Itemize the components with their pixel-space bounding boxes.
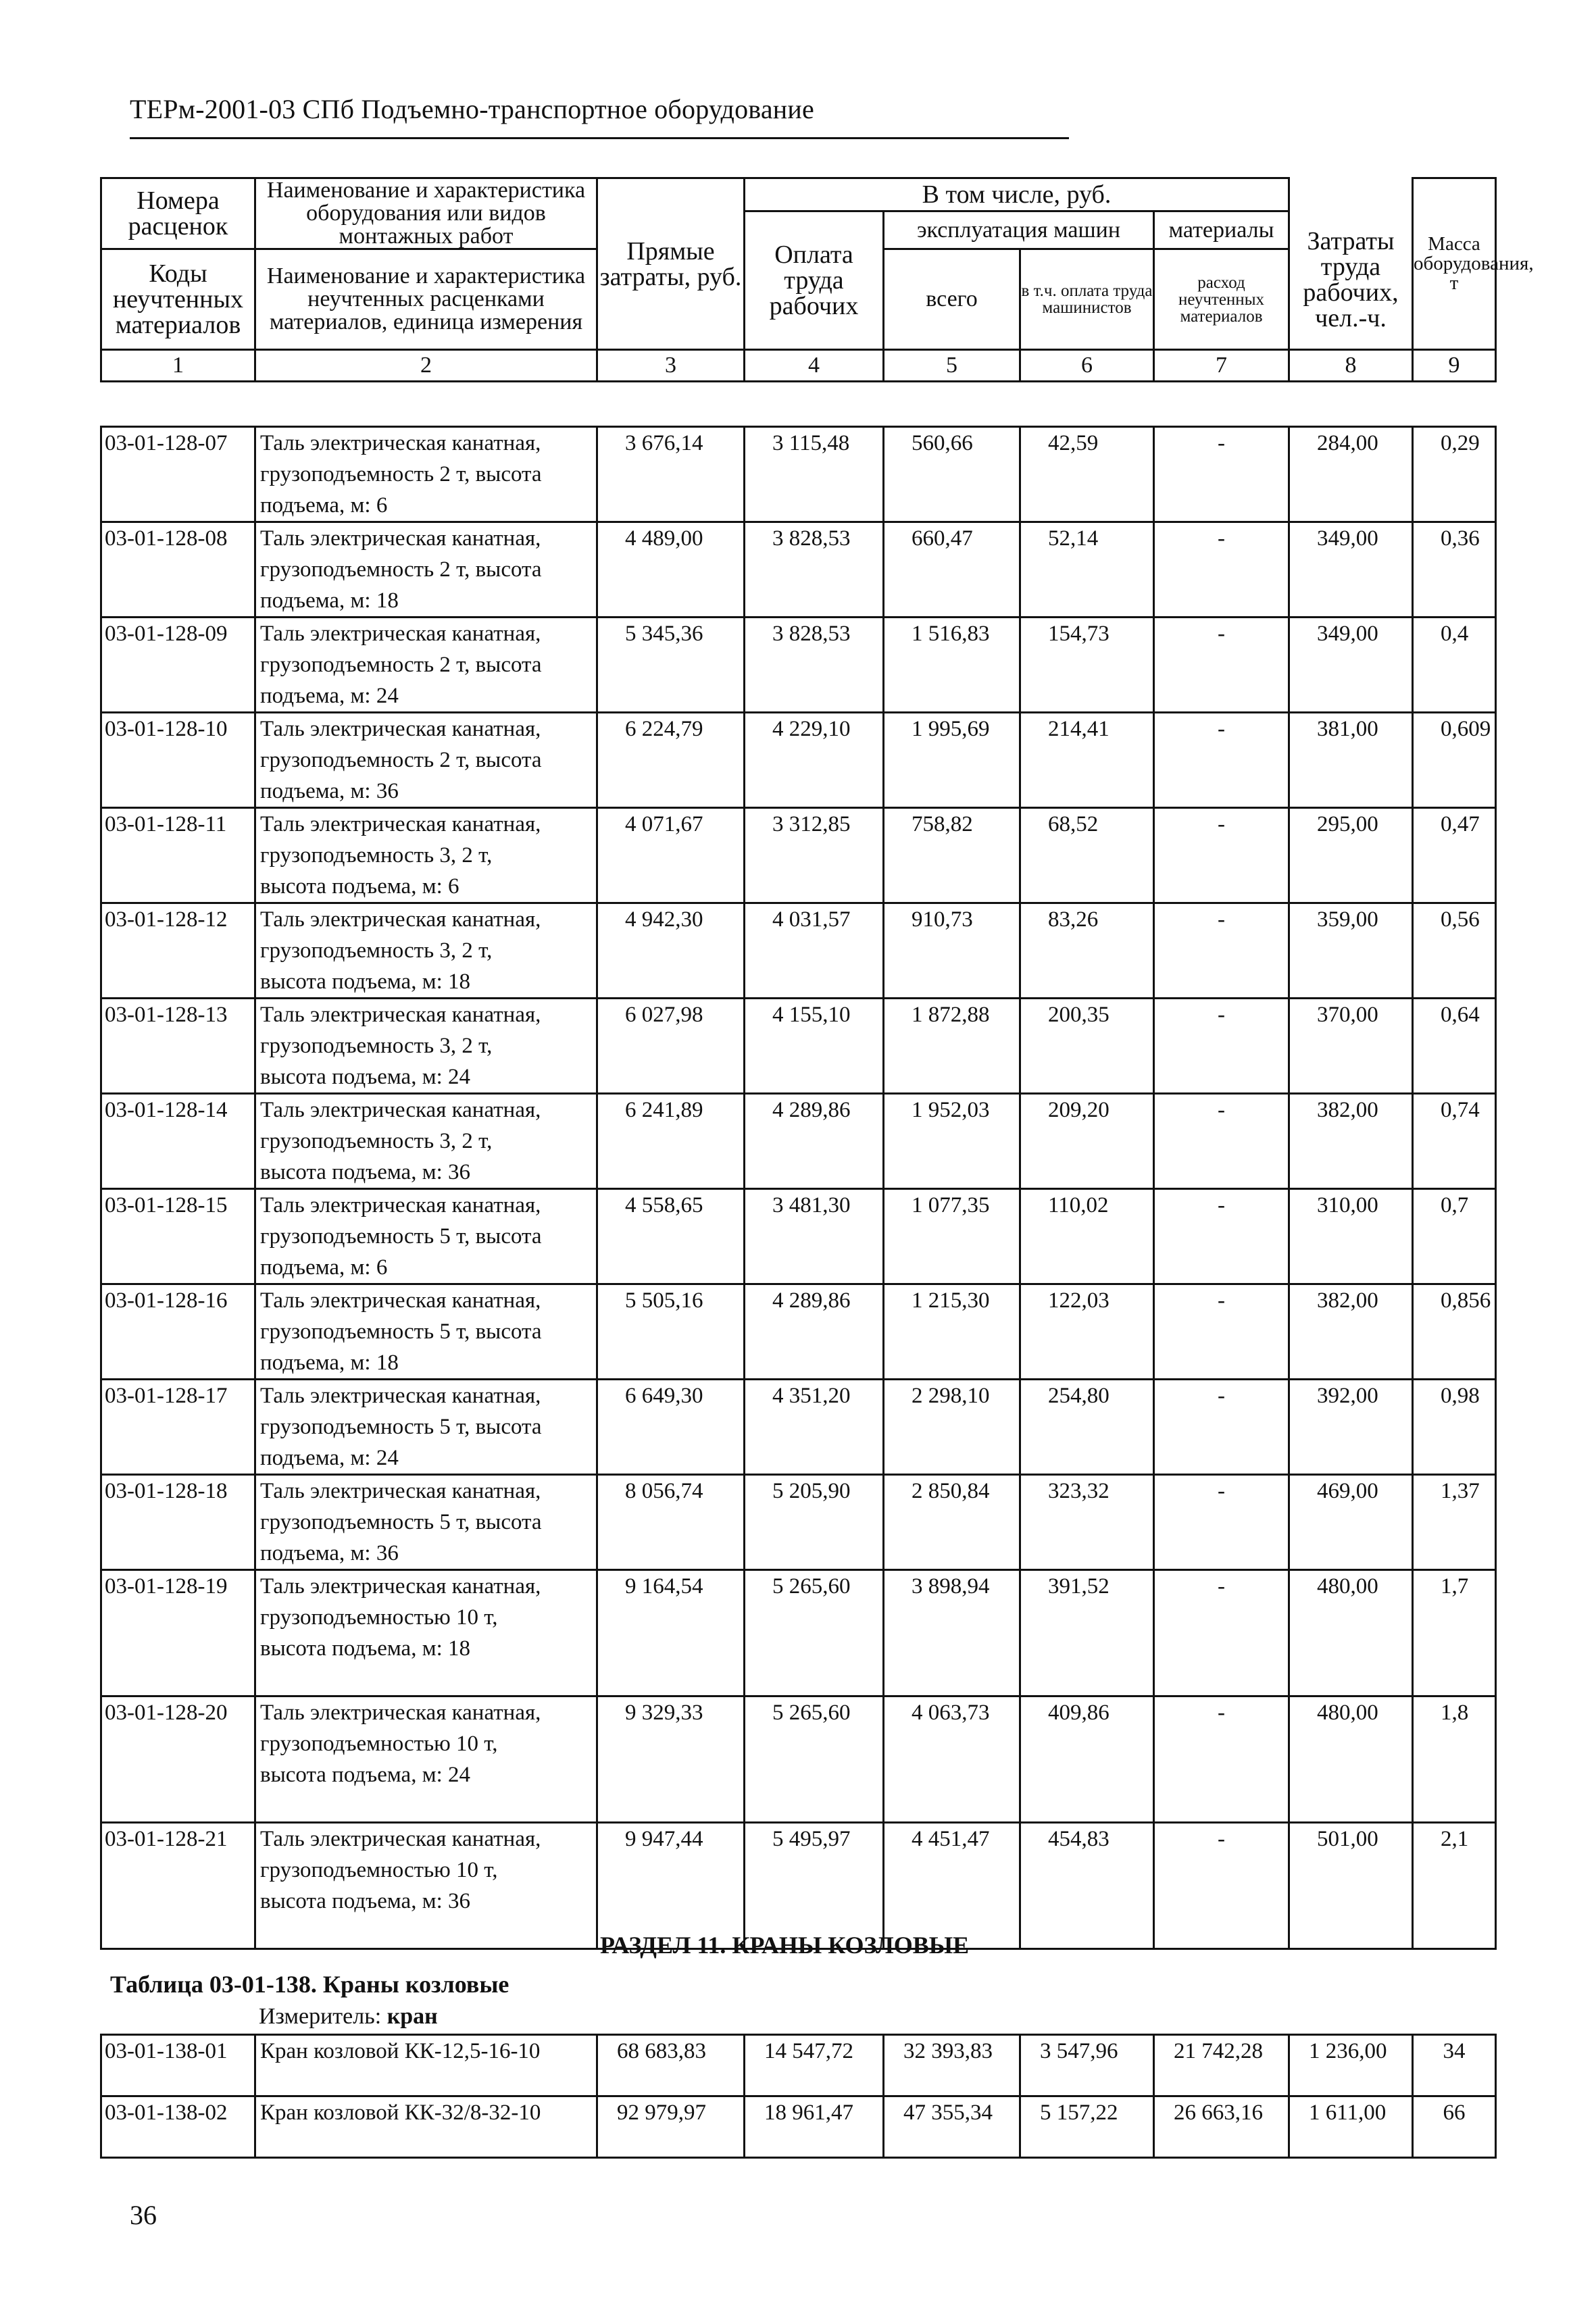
rate-name	[255, 1823, 597, 1949]
rate-mass: 0,4	[1413, 618, 1496, 713]
rate-materials: -	[1154, 1380, 1289, 1475]
rate-materials: -	[1154, 1823, 1289, 1949]
rate-labor: 392,00	[1289, 1380, 1413, 1475]
rate-name	[255, 1284, 597, 1380]
rate-machines: 1 516,83	[884, 618, 1020, 713]
rate-name-line: подъема, м: 24	[260, 684, 399, 708]
rate-code: 03-01-128-11	[101, 808, 255, 903]
crane-mass: 34	[1413, 2035, 1496, 2096]
table-row	[101, 522, 1496, 618]
col-number: 4	[745, 350, 884, 382]
rate-name-line: Таль электрическая канатная,	[260, 907, 541, 932]
rate-name-line: подъема, м: 18	[260, 1351, 399, 1375]
rate-machines: 660,47	[884, 522, 1020, 618]
rate-wages: 3 828,53	[745, 618, 884, 713]
rate-operators: 254,80	[1020, 1380, 1154, 1475]
rate-name	[255, 1696, 597, 1823]
rate-name-line: Таль электрическая канатная,	[260, 1003, 541, 1027]
rate-direct: 4 942,30	[597, 903, 745, 999]
rate-mass: 0,64	[1413, 999, 1496, 1094]
rate-machines: 560,66	[884, 427, 1020, 522]
rate-direct: 9 164,54	[597, 1570, 745, 1696]
col-header-unaccounted-consumption: расход неучтенных материалов	[1154, 249, 1289, 350]
title-rule	[130, 137, 1069, 139]
rate-wages: 4 031,57	[745, 903, 884, 999]
rate-code: 03-01-128-12	[101, 903, 255, 999]
rate-code: 03-01-128-10	[101, 713, 255, 808]
rate-name	[255, 713, 597, 808]
col-number: 8	[1289, 350, 1413, 382]
rate-name	[255, 427, 597, 522]
rate-operators: 110,02	[1020, 1189, 1154, 1284]
rate-name	[255, 999, 597, 1094]
rate-code: 03-01-128-18	[101, 1475, 255, 1570]
rate-direct: 9 329,33	[597, 1696, 745, 1823]
col-number: 5	[884, 350, 1020, 382]
document-title: ТЕРм-2001-03 СПб Подъемно-транспортное оборудование	[130, 94, 814, 124]
rate-name-line: высота подъема, м: 36	[260, 1889, 471, 1913]
rate-operators: 122,03	[1020, 1284, 1154, 1380]
table-row	[101, 808, 1496, 903]
col-header-group: В том числе, руб.	[745, 178, 1289, 211]
rate-code: 03-01-128-09	[101, 618, 255, 713]
rate-wages: 4 289,86	[745, 1284, 884, 1380]
col-number: 3	[597, 350, 745, 382]
rate-code: 03-01-128-21	[101, 1823, 255, 1949]
rate-labor: 469,00	[1289, 1475, 1413, 1570]
rate-machines: 1 952,03	[884, 1094, 1020, 1189]
rate-mass: 0,7	[1413, 1189, 1496, 1284]
col-header-labor: Затраты труда рабочих, чел.-ч.	[1289, 211, 1413, 350]
rate-name	[255, 1380, 597, 1475]
rate-mass: 1,8	[1413, 1696, 1496, 1823]
rate-name	[255, 903, 597, 999]
rate-labor: 381,00	[1289, 713, 1413, 808]
rate-mass: 0,29	[1413, 427, 1496, 522]
crane-machines: 32 393,83	[884, 2035, 1020, 2096]
rate-name-line: грузоподъемность 2 т, высота	[260, 748, 542, 772]
table-row	[101, 1094, 1496, 1189]
rate-wages: 4 155,10	[745, 999, 884, 1094]
crane-materials: 21 742,28	[1154, 2035, 1289, 2096]
rate-wages: 4 229,10	[745, 713, 884, 808]
col-header-name: Наименование и характеристика оборудования или видов монтажных работ	[255, 178, 597, 249]
table-row	[101, 1696, 1496, 1823]
rate-operators: 391,52	[1020, 1570, 1154, 1696]
rate-wages: 3 481,30	[745, 1189, 884, 1284]
rate-operators: 209,20	[1020, 1094, 1154, 1189]
rate-name-line: Таль электрическая канатная,	[260, 1193, 541, 1217]
rate-machines: 2 850,84	[884, 1475, 1020, 1570]
rate-code: 03-01-128-08	[101, 522, 255, 618]
rate-code: 03-01-128-13	[101, 999, 255, 1094]
rate-machines: 3 898,94	[884, 1570, 1020, 1696]
crane-wages: 14 547,72	[745, 2035, 884, 2096]
table-row	[101, 1189, 1496, 1284]
rate-machines: 1 995,69	[884, 713, 1020, 808]
rate-name-line: подъема, м: 6	[260, 1255, 388, 1280]
rate-name-line: Таль электрическая канатная,	[260, 1288, 541, 1313]
col-header-unaccounted-codes: Коды неучтенных материалов	[101, 249, 255, 350]
rate-materials: -	[1154, 1284, 1289, 1380]
rate-name	[255, 808, 597, 903]
rate-operators: 200,35	[1020, 999, 1154, 1094]
rate-name-line: грузоподъемностью 10 т,	[260, 1605, 498, 1630]
rate-wages: 5 265,60	[745, 1696, 884, 1823]
table-row	[101, 1570, 1496, 1696]
rate-direct: 9 947,44	[597, 1823, 745, 1949]
rate-name-line: подъема, м: 24	[260, 1446, 399, 1470]
rate-name-line: высота подъема, м: 24	[260, 1763, 471, 1787]
rate-materials: -	[1154, 522, 1289, 618]
rate-materials: -	[1154, 1189, 1289, 1284]
rate-machines: 758,82	[884, 808, 1020, 903]
rate-labor: 382,00	[1289, 1094, 1413, 1189]
rate-name	[255, 522, 597, 618]
rate-direct: 3 676,14	[597, 427, 745, 522]
col-header-materials: материалы	[1154, 211, 1289, 249]
unit-label	[259, 2004, 438, 2030]
rate-name	[255, 1475, 597, 1570]
rate-mass: 0,56	[1413, 903, 1496, 999]
rate-name-line: подъема, м: 36	[260, 779, 399, 803]
section-title: РАЗДЕЛ 11. КРАНЫ КОЗЛОВЫЕ	[600, 1932, 970, 1959]
rate-name-line: подъема, м: 18	[260, 588, 399, 613]
rate-operators: 323,32	[1020, 1475, 1154, 1570]
rate-name-line: Таль электрическая канатная,	[260, 431, 541, 455]
rate-name-line: грузоподъемность 2 т, высота	[260, 462, 542, 486]
col-header-unaccounted-materials: Наименование и характеристика неучтенных расценками материалов, единица измерения	[255, 249, 597, 350]
col-header-operators-wages: в т.ч. оплата труда машинистов	[1020, 249, 1154, 350]
rate-name-line: Таль электрическая канатная,	[260, 1098, 541, 1122]
cranes-table	[100, 2034, 1497, 2159]
rate-operators: 68,52	[1020, 808, 1154, 903]
crane-materials: 26 663,16	[1154, 2096, 1289, 2158]
rate-machines: 2 298,10	[884, 1380, 1020, 1475]
rate-direct: 6 241,89	[597, 1094, 745, 1189]
rate-materials: -	[1154, 999, 1289, 1094]
rate-labor: 284,00	[1289, 427, 1413, 522]
rate-machines: 1 077,35	[884, 1189, 1020, 1284]
rate-direct: 4 071,67	[597, 808, 745, 903]
rates-table	[100, 426, 1497, 1950]
rate-name	[255, 1189, 597, 1284]
rate-materials: -	[1154, 1696, 1289, 1823]
rate-name-line: Таль электрическая канатная,	[260, 812, 541, 836]
crane-operators: 3 547,96	[1020, 2035, 1154, 2096]
rate-operators: 409,86	[1020, 1696, 1154, 1823]
rate-name-line: грузоподъемность 3, 2 т,	[260, 938, 493, 963]
rate-machines: 4 451,47	[884, 1823, 1020, 1949]
rate-name-line: Таль электрическая канатная,	[260, 622, 541, 646]
rate-labor: 480,00	[1289, 1570, 1413, 1696]
rate-code: 03-01-128-20	[101, 1696, 255, 1823]
crane-wages: 18 961,47	[745, 2096, 884, 2158]
rate-labor: 480,00	[1289, 1696, 1413, 1823]
rate-machines: 1 872,88	[884, 999, 1020, 1094]
crane-direct: 92 979,97	[597, 2096, 745, 2158]
rate-mass: 0,98	[1413, 1380, 1496, 1475]
rate-wages: 3 828,53	[745, 522, 884, 618]
rate-name-line: грузоподъемность 3, 2 т,	[260, 1129, 493, 1153]
crane-machines: 47 355,34	[884, 2096, 1020, 2158]
crane-labor: 1 611,00	[1289, 2096, 1413, 2158]
table-row	[101, 427, 1496, 522]
crane-name: Кран козловой КК-12,5-16-10	[255, 2035, 597, 2096]
table-row	[101, 1823, 1496, 1949]
rate-mass: 0,47	[1413, 808, 1496, 903]
rate-name-line: грузоподъемность 5 т, высота	[260, 1415, 542, 1439]
rate-name-line: Таль электрическая канатная,	[260, 1701, 541, 1725]
rate-name-line: высота подъема, м: 18	[260, 970, 471, 994]
page-number: 36	[130, 2200, 157, 2230]
rate-labor: 310,00	[1289, 1189, 1413, 1284]
col-header-direct-costs: Прямые затраты, руб.	[597, 178, 745, 350]
rate-code: 03-01-128-14	[101, 1094, 255, 1189]
rate-name-line: грузоподъемностью 10 т,	[260, 1732, 498, 1756]
rate-direct: 8 056,74	[597, 1475, 745, 1570]
table-row	[101, 1475, 1496, 1570]
unit-label-text: Измеритель:	[259, 2004, 382, 2029]
rate-wages: 5 495,97	[745, 1823, 884, 1949]
rate-name-line: высота подъема, м: 36	[260, 1160, 471, 1184]
rate-materials: -	[1154, 1570, 1289, 1696]
rate-mass: 2,1	[1413, 1823, 1496, 1949]
unit-value: кран	[386, 2004, 438, 2029]
rate-labor: 295,00	[1289, 808, 1413, 903]
crane-code: 03-01-138-01	[101, 2035, 255, 2096]
rate-wages: 4 289,86	[745, 1094, 884, 1189]
rate-labor: 349,00	[1289, 522, 1413, 618]
table-row	[101, 903, 1496, 999]
crane-labor: 1 236,00	[1289, 2035, 1413, 2096]
rate-name-line: грузоподъемность 5 т, высота	[260, 1224, 542, 1249]
rate-name-line: высота подъема, м: 6	[260, 874, 459, 899]
rate-materials: -	[1154, 618, 1289, 713]
rate-direct: 4 489,00	[597, 522, 745, 618]
table-row	[101, 1284, 1496, 1380]
rate-direct: 6 224,79	[597, 713, 745, 808]
rate-labor: 349,00	[1289, 618, 1413, 713]
rate-code: 03-01-128-17	[101, 1380, 255, 1475]
table-row	[101, 1380, 1496, 1475]
rate-materials: -	[1154, 808, 1289, 903]
rate-name-line: высота подъема, м: 18	[260, 1636, 471, 1661]
rate-machines: 4 063,73	[884, 1696, 1020, 1823]
rate-name-line: Таль электрическая канатная,	[260, 1574, 541, 1599]
table-row	[101, 713, 1496, 808]
rate-mass: 1,37	[1413, 1475, 1496, 1570]
col-header-wages: Оплата труда рабочих	[745, 211, 884, 350]
rate-mass: 0,609	[1413, 713, 1496, 808]
rate-materials: -	[1154, 1094, 1289, 1189]
rate-name-line: Таль электрическая канатная,	[260, 1479, 541, 1503]
rate-direct: 6 027,98	[597, 999, 745, 1094]
rate-mass: 0,36	[1413, 522, 1496, 618]
crane-name: Кран козловой КК-32/8-32-10	[255, 2096, 597, 2158]
rate-machines: 910,73	[884, 903, 1020, 999]
rate-direct: 5 345,36	[597, 618, 745, 713]
rate-name-line: грузоподъемность 3, 2 т,	[260, 1034, 493, 1058]
rate-materials: -	[1154, 427, 1289, 522]
rate-direct: 6 649,30	[597, 1380, 745, 1475]
rate-wages: 5 265,60	[745, 1570, 884, 1696]
rate-direct: 4 558,65	[597, 1189, 745, 1284]
rate-name	[255, 1570, 597, 1696]
rate-name-line: высота подъема, м: 24	[260, 1065, 471, 1089]
rate-name-line: грузоподъемность 2 т, высота	[260, 653, 542, 677]
rate-operators: 52,14	[1020, 522, 1154, 618]
table-caption: Таблица 03-01-138. Краны козловые	[110, 1971, 509, 1998]
rate-direct: 5 505,16	[597, 1284, 745, 1380]
rate-name-line: Таль электрическая канатная,	[260, 526, 541, 551]
rate-name-line: грузоподъемность 2 т, высота	[260, 557, 542, 582]
crane-mass: 66	[1413, 2096, 1496, 2158]
col-number: 1	[101, 350, 255, 382]
col-header-mass: Масса оборудования, т	[1413, 178, 1496, 350]
rate-name	[255, 618, 597, 713]
rate-materials: -	[1154, 713, 1289, 808]
col-number: 9	[1413, 350, 1496, 382]
rate-materials: -	[1154, 903, 1289, 999]
rate-operators: 214,41	[1020, 713, 1154, 808]
rate-name-line: подъема, м: 36	[260, 1541, 399, 1565]
table-row	[101, 618, 1496, 713]
rate-wages: 5 205,90	[745, 1475, 884, 1570]
rate-name-line: Таль электрическая канатная,	[260, 717, 541, 741]
rate-name-line: грузоподъемность 3, 2 т,	[260, 843, 493, 867]
col-number: 6	[1020, 350, 1154, 382]
crane-direct: 68 683,83	[597, 2035, 745, 2096]
rate-operators: 154,73	[1020, 618, 1154, 713]
rate-name	[255, 1094, 597, 1189]
col-number: 7	[1154, 350, 1289, 382]
rate-labor: 501,00	[1289, 1823, 1413, 1949]
column-header-table	[100, 177, 1534, 382]
rate-name-line: Таль электрическая канатная,	[260, 1384, 541, 1408]
rate-wages: 3 312,85	[745, 808, 884, 903]
rate-code: 03-01-128-16	[101, 1284, 255, 1380]
rate-labor: 359,00	[1289, 903, 1413, 999]
rate-name-line: грузоподъемностью 10 т,	[260, 1858, 498, 1882]
rate-machines: 1 215,30	[884, 1284, 1020, 1380]
rate-name-line: грузоподъемность 5 т, высота	[260, 1319, 542, 1344]
col-header-machines: эксплуатация машин	[884, 211, 1154, 249]
rate-wages: 3 115,48	[745, 427, 884, 522]
col-header-machines-total: всего	[884, 249, 1020, 350]
crane-code: 03-01-138-02	[101, 2096, 255, 2158]
rate-operators: 83,26	[1020, 903, 1154, 999]
table-row	[101, 999, 1496, 1094]
rate-code: 03-01-128-19	[101, 1570, 255, 1696]
rate-name-line: подъема, м: 6	[260, 493, 388, 518]
rate-code: 03-01-128-07	[101, 427, 255, 522]
rate-labor: 370,00	[1289, 999, 1413, 1094]
col-number: 2	[255, 350, 597, 382]
rate-mass: 1,7	[1413, 1570, 1496, 1696]
rate-materials: -	[1154, 1475, 1289, 1570]
rate-code: 03-01-128-15	[101, 1189, 255, 1284]
rate-mass: 0,74	[1413, 1094, 1496, 1189]
rate-wages: 4 351,20	[745, 1380, 884, 1475]
crane-operators: 5 157,22	[1020, 2096, 1154, 2158]
rate-name-line: грузоподъемность 5 т, высота	[260, 1510, 542, 1534]
rate-labor: 382,00	[1289, 1284, 1413, 1380]
rate-mass: 0,856	[1413, 1284, 1496, 1380]
table-row	[101, 2096, 1496, 2158]
rate-name-line: Таль электрическая канатная,	[260, 1827, 541, 1851]
rate-operators: 42,59	[1020, 427, 1154, 522]
col-header-codes: Номера расценок	[101, 178, 255, 249]
rate-operators: 454,83	[1020, 1823, 1154, 1949]
table-row	[101, 2035, 1496, 2096]
